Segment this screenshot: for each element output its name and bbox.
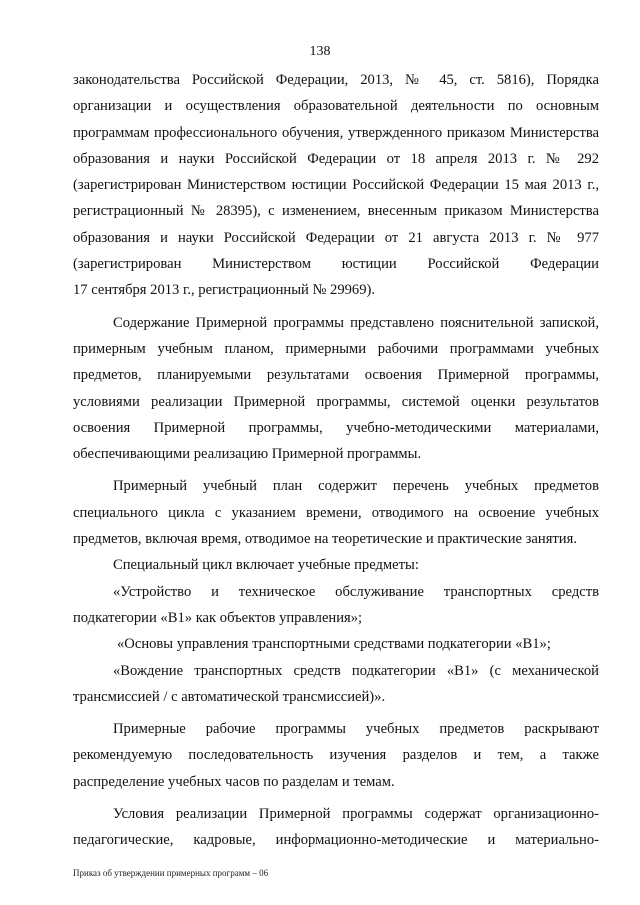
text-line: предметов, включая время, отводимое на теоретические и практические занятия. [73,531,577,548]
list-item-line: «Вождение транспортных средств подкатегории «В1» (с механической [113,662,599,679]
text-line: подкатегории «В1» как объектов управления»; [73,609,363,626]
paragraph-first-line: Условия реализации Примерной программы содержат организационно- [113,806,599,823]
page-footer: Приказ об утверждении примерных программ – 06 [73,868,269,878]
list-item-line: «Основы управления транспортными средствами подкатегории «В1»; [117,636,551,653]
text-line: примерным учебным планом, примерными рабочими программами учебных [73,340,599,357]
text-line: условиями реализации Примерной программы, системой оценки результатов [73,393,599,410]
text-line: педагогические, кадровые, информационно-методические и материально- [73,832,599,849]
text-line: рекомендуемую последовательность изучения разделов и тем, а также [73,747,599,764]
list-item-line: «Устройство и техническое обслуживание транспортных средств [113,583,599,600]
page-number: 138 [309,44,331,59]
body-text [73,67,599,854]
text-line: 17 сентября 2013 г., регистрационный № 29969). [73,282,376,299]
text-line: образования и науки Российской Федерации от 21 августа 2013 г. № 977 [73,229,599,246]
text-line: освоения Примерной программы, учебно-методическими материалами, [73,419,599,436]
paragraph-first-line: Специальный цикл включает учебные предметы: [113,557,419,574]
text-line: распределение учебных часов по разделам и темам. [73,773,395,790]
text-line: предметов, планируемыми результатами освоения Примерной программы, [73,367,599,384]
text-line: организации и осуществления образовательной деятельности по основным [73,98,599,115]
text-line: специального цикла с указанием времени, отводимого на освоение учебных [73,504,599,521]
text-line: законодательства Российской Федерации, 2013, № 45, ст. 5816), Порядка [73,72,599,88]
paragraph-first-line: Примерные рабочие программы учебных предметов раскрывают [113,721,599,738]
text-line: программам профессионального обучения, утвержденного приказом Министерства [73,124,599,141]
paragraph-first-line: Примерный учебный план содержит перечень учебных предметов [113,478,599,495]
text-line: обеспечивающими реализацию Примерной программы. [73,446,422,463]
text-line: (зарегистрирован Министерством юстиции Российской Федерации 15 мая 2013 г., [73,177,599,194]
text-line: образования и науки Российской Федерации от 18 апреля 2013 г. № 292 [73,150,599,167]
text-line: (зарегистрирован Министерством юстиции Российской Федерации [73,256,599,273]
text-line: регистрационный № 28395), с изменением, внесенным приказом Министерства [73,203,599,220]
paragraph-first-line: Содержание Примерной программы представлено пояснительной запиской, [113,314,599,331]
text-line: трансмиссией / с автоматической трансмиссией)». [73,688,386,705]
